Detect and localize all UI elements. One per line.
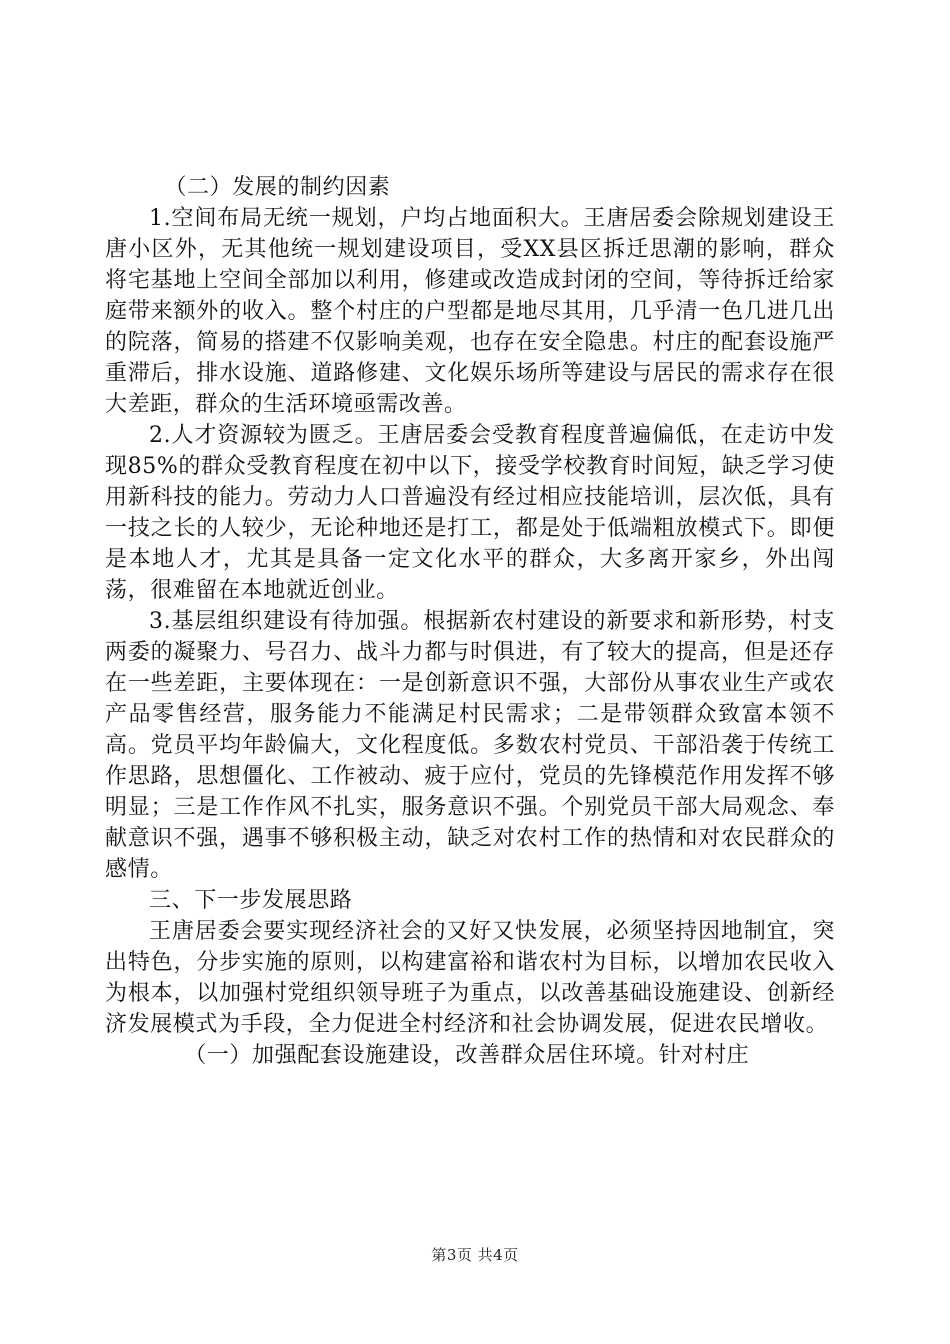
- paragraph-talent-resources: 2.人才资源较为匮乏。王唐居委会受教育程度普遍偏低，在走访中发现85%的群众受教育程度在初中以下，接受学校教育时间短，缺乏学习使用新科技的能力。劳动力人口普遍没有经过相应技能培训，层次低，具有一技之长的人较少，无论种地还是打工，都是处于低端粗放模式下。即便是本地人才，尤其是具备一定文化水平的群众，大多离开家乡，外出闯荡，很难留在本地就近创业。: [105, 423, 835, 603]
- paragraph-grassroots-organization: 3.基层组织建设有待加强。根据新农村建设的新要求和新形势，村支两委的凝聚力、号召力、战斗力都与时俱进，有了较大的提高，但是还存在一些差距，主要体现在：一是创新意识不强，大部份从事农业生产或农产品零售经营，服务能力不能满足村民需求；二是带领群众致富本领不高。党员平均年龄偏大，文化程度低。多数农村党员、干部沿袭于传统工作思路，思想僵化、工作被动、疲于应付，党员的先锋模范作用发挥不够明显；三是工作作风不扎实，服务意识不强。个别党员干部大局观念、奉献意识不强，遇事不够积极主动，缺乏对农村工作的热情和对农民群众的感情。: [105, 609, 835, 882]
- section-heading-constraints: （二）发展的制约因素: [164, 175, 391, 200]
- document-body: [105, 172, 835, 1071]
- paragraph-development-approach: 王唐居委会要实现经济社会的又好又快发展，必须坚持因地制宜，突出特色，分步实施的原则，以构建富裕和谐农村为目标，以增加农民收入为根本，以加强村党组织领导班子为重点，以改善基础设施建设、创新经济发展模式为手段，全力促进全村经济和社会协调发展，促进农民增收。: [105, 919, 835, 1037]
- paragraph-spatial-layout: 1.空间布局无统一规划，户均占地面积大。王唐居委会除规划建设王唐小区外，无其他统一规划建设项目，受XX县区拆迁思潮的影响，群众将宅基地上空间全部加以利用，修建或改造成封闭的空间，等待拆迁给家庭带来额外的收入。整个村庄的户型都是地尽其用，几乎清一色几进几出的院落，简易的搭建不仅影响美观，也存在安全隐患。村庄的配套设施严重滞后，排水设施、道路修建、文化娱乐场所等建设与居民的需求存在很大差距，群众的生活环境亟需改善。: [105, 206, 835, 417]
- paragraph-infrastructure: （一）加强配套设施建设，改善群众居住环境。针对村庄: [184, 1043, 750, 1068]
- page-number-footer: 第3页 共4页: [431, 1246, 519, 1264]
- section-heading-next-steps: 三、下一步发展思路: [149, 888, 353, 913]
